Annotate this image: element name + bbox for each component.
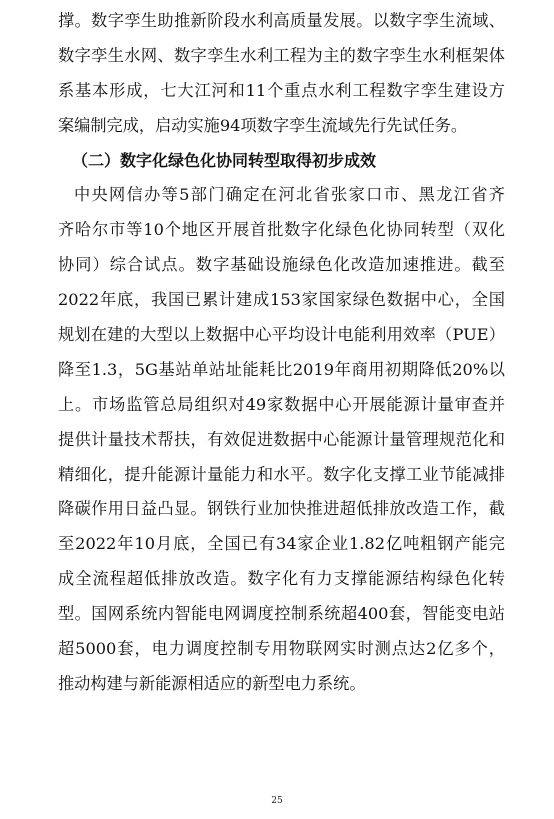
paragraph-2 [58, 178, 505, 701]
text-line: 超5000套，电力调度控制专用物联网实时测点达2亿多个， [58, 639, 505, 659]
text-line: 推动构建与新能源相适应的新型电力系统。 [58, 673, 366, 693]
text-line: 上。市场监管总局组织对49家数据中心开展能源计量审查并 [58, 394, 505, 414]
text-line: 中央网信办等5部门确定在河北省张家口市、黑龙江省齐 [74, 185, 505, 205]
page-number: 25 [271, 796, 283, 806]
body-text [58, 4, 505, 702]
text-line: 降至1.3，5G基站单站址能耗比2019年商用初期降低20%以 [58, 359, 505, 379]
text-line: 提供计量技术帮扶，有效促进数据中心能源计量管理规范化和 [58, 429, 505, 449]
text-line: 规划在建的大型以上数据中心平均设计电能利用效率（PUE） [58, 325, 505, 345]
text-line: 降碳作用日益凸显。钢铁行业加快推进超低排放改造工作，截 [58, 499, 505, 519]
text-line: 成全流程超低排放改造。数字化有力支撑能源结构绿色化转 [58, 569, 505, 589]
text-line: 系基本形成，七大江河和11个重点水利工程数字孪生建设方 [58, 80, 505, 100]
text-line: 数字孪生水网、数字孪生水利工程为主的数字孪生水利框架体 [58, 45, 505, 65]
text-line: 型。国网系统内智能电网调度控制系统超400套，智能变电站 [58, 604, 505, 624]
text-line: 至2022年10月底，全国已有34家企业1.82亿吨粗钢产能完 [58, 534, 505, 554]
text-line: 案编制完成，启动实施94项数字孪生流域先行先试任务。 [58, 115, 468, 135]
text-line: 协同）综合试点。数字基础设施绿色化改造加速推进。截至 [58, 255, 505, 275]
paragraph-1 [58, 4, 505, 144]
text-line: 齐哈尔市等10个地区开展首批数字化绿色化协同转型（双化 [58, 220, 505, 240]
text-line: 精细化，提升能源计量能力和水平。数字化支撑工业节能减排 [58, 464, 505, 484]
text-line: 撑。数字孪生助推新阶段水利高质量发展。以数字孪生流域、 [58, 11, 505, 30]
section-heading: （二）数字化绿色化协同转型取得初步成效 [72, 150, 377, 170]
text-line: 2022年底，我国已累计建成153家国家绿色数据中心，全国 [58, 290, 505, 310]
